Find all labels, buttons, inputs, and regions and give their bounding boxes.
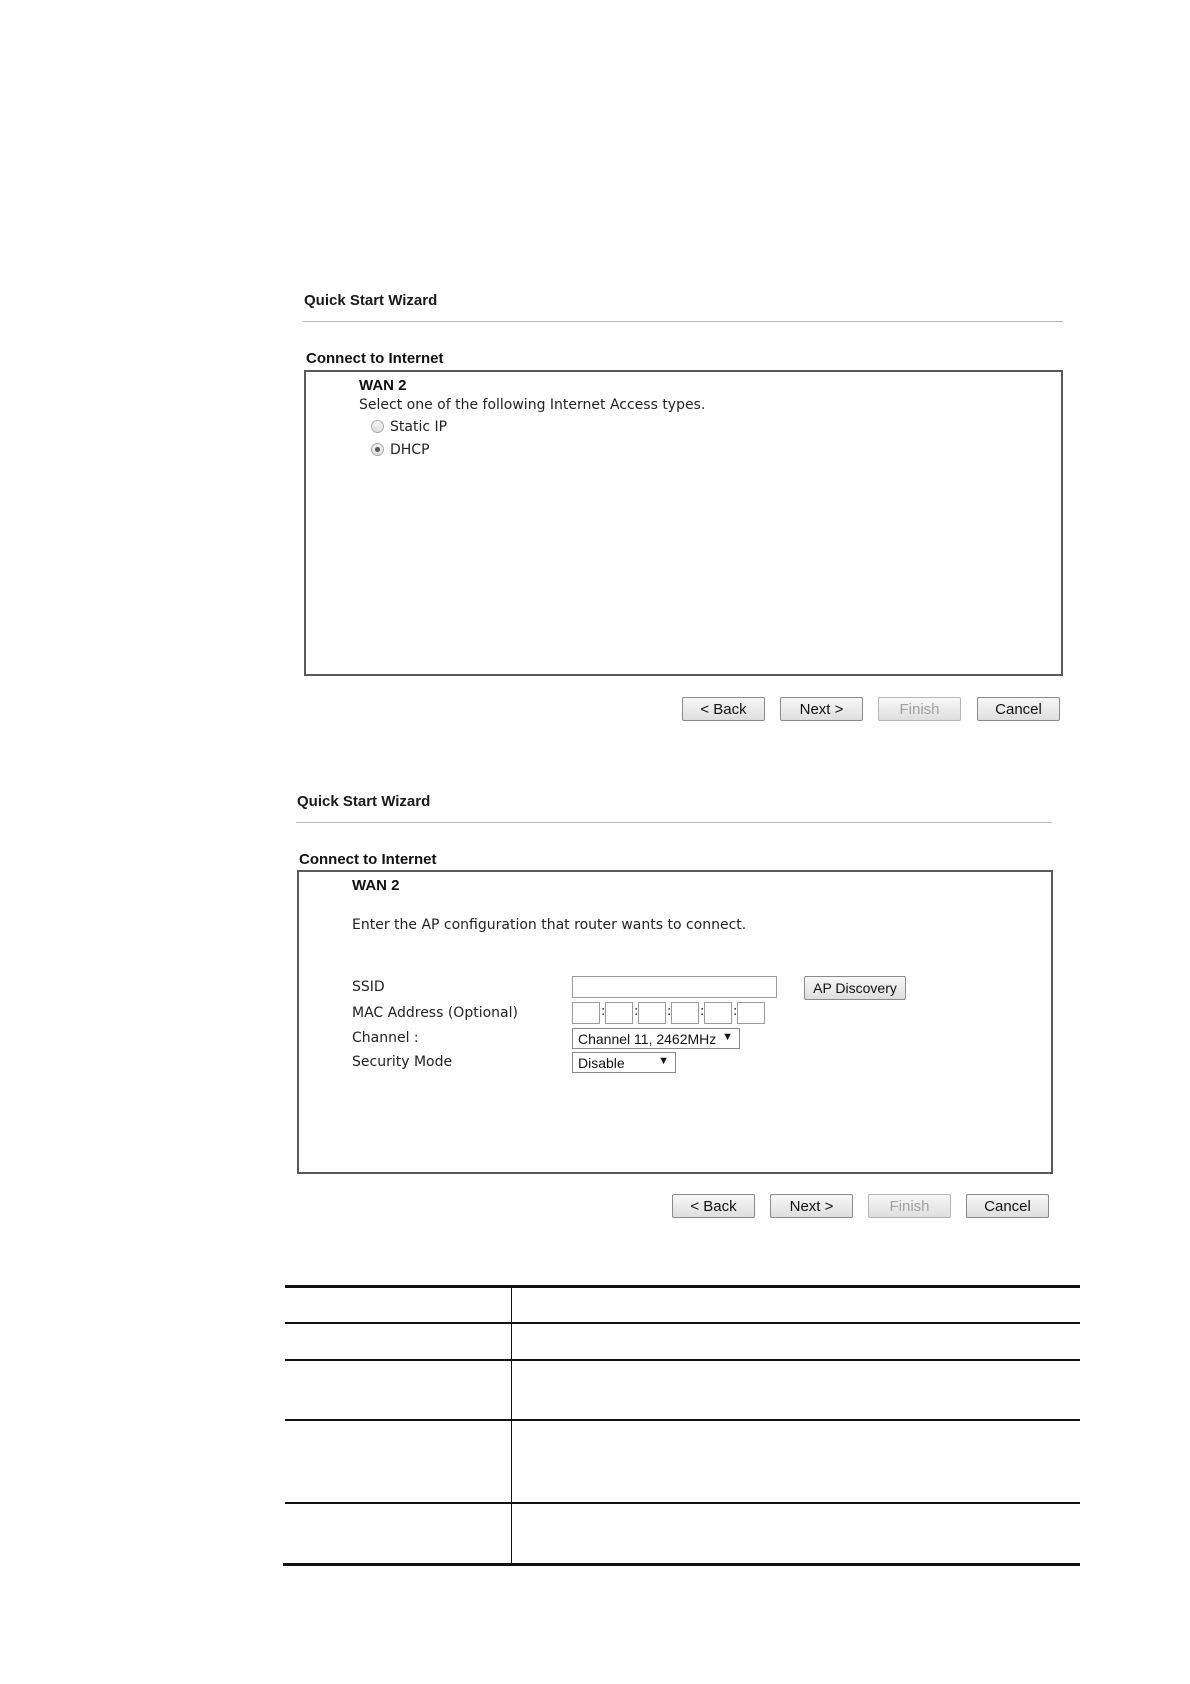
- mac-address-label: MAC Address (Optional): [352, 1005, 518, 1021]
- mac-separator: :: [601, 1004, 606, 1019]
- mac-separator: :: [667, 1004, 672, 1019]
- mac-octet-3[interactable]: [638, 1002, 666, 1024]
- wizard2-next-button[interactable]: Next >: [770, 1194, 853, 1218]
- wizard2-panel: [297, 870, 1053, 1174]
- mac-separator: :: [700, 1004, 705, 1019]
- channel-label: Channel :: [352, 1030, 419, 1046]
- dropdown-arrow-icon: ▼: [722, 1031, 733, 1043]
- mac-octet-5[interactable]: [704, 1002, 732, 1024]
- wizard1-finish-button[interactable]: Finish: [878, 697, 961, 721]
- table-header-rule: [285, 1322, 1080, 1324]
- security-mode-select[interactable]: [572, 1052, 676, 1073]
- wizard2-section-label: Connect to Internet: [299, 851, 437, 868]
- wizard2-prompt: Enter the AP configuration that router wants to connect.: [352, 917, 747, 933]
- mac-octet-1[interactable]: [572, 1002, 600, 1024]
- mac-address-group: [572, 1002, 767, 1024]
- mac-separator: :: [733, 1004, 738, 1019]
- ap-discovery-button[interactable]: AP Discovery: [804, 976, 906, 1000]
- wizard1-section-label: Connect to Internet: [306, 350, 444, 367]
- security-mode-label: Security Mode: [352, 1054, 453, 1070]
- wizard2-divider: [296, 822, 1052, 823]
- static-ip-label: Static IP: [390, 419, 448, 435]
- channel-select[interactable]: [572, 1028, 740, 1049]
- table-top-rule: [285, 1285, 1080, 1288]
- mac-octet-6[interactable]: [737, 1002, 765, 1024]
- wizard1-wan-label: WAN 2: [359, 377, 407, 394]
- dropdown-arrow-icon: ▼: [658, 1055, 669, 1067]
- wizard1-divider: [303, 321, 1063, 322]
- table-row-rule: [285, 1419, 1080, 1421]
- wizard2-title: Quick Start Wizard: [297, 793, 431, 810]
- dhcp-label: DHCP: [390, 442, 430, 458]
- table-row-rule: [285, 1502, 1080, 1504]
- mac-octet-4[interactable]: [671, 1002, 699, 1024]
- wizard1-title: Quick Start Wizard: [304, 292, 438, 309]
- mac-separator: :: [634, 1004, 639, 1019]
- description-table: [283, 1285, 1080, 1570]
- wizard1-prompt: Select one of the following Internet Access types.: [359, 397, 706, 413]
- wizard1-next-button[interactable]: Next >: [780, 697, 863, 721]
- ssid-input[interactable]: [572, 976, 777, 998]
- wizard1-panel: [304, 370, 1063, 676]
- wizard2-finish-button[interactable]: Finish: [868, 1194, 951, 1218]
- table-row-rule: [285, 1359, 1080, 1361]
- ssid-label: SSID: [352, 979, 385, 995]
- table-column-divider: [511, 1285, 512, 1565]
- wizard2-back-button[interactable]: < Back: [672, 1194, 755, 1218]
- static-ip-radio[interactable]: [371, 420, 384, 433]
- mac-octet-2[interactable]: [605, 1002, 633, 1024]
- wizard2-wan-label: WAN 2: [352, 877, 400, 894]
- wizard1-cancel-button[interactable]: Cancel: [977, 697, 1060, 721]
- option-static-ip[interactable]: [371, 419, 491, 437]
- wizard2-cancel-button[interactable]: Cancel: [966, 1194, 1049, 1218]
- option-dhcp[interactable]: [371, 442, 491, 460]
- dhcp-radio[interactable]: [371, 443, 384, 456]
- security-mode-value: Disable: [578, 1054, 625, 1071]
- channel-value: Channel 11, 2462MHz: [578, 1030, 717, 1047]
- table-bottom-rule: [283, 1563, 1080, 1566]
- wizard1-back-button[interactable]: < Back: [682, 697, 765, 721]
